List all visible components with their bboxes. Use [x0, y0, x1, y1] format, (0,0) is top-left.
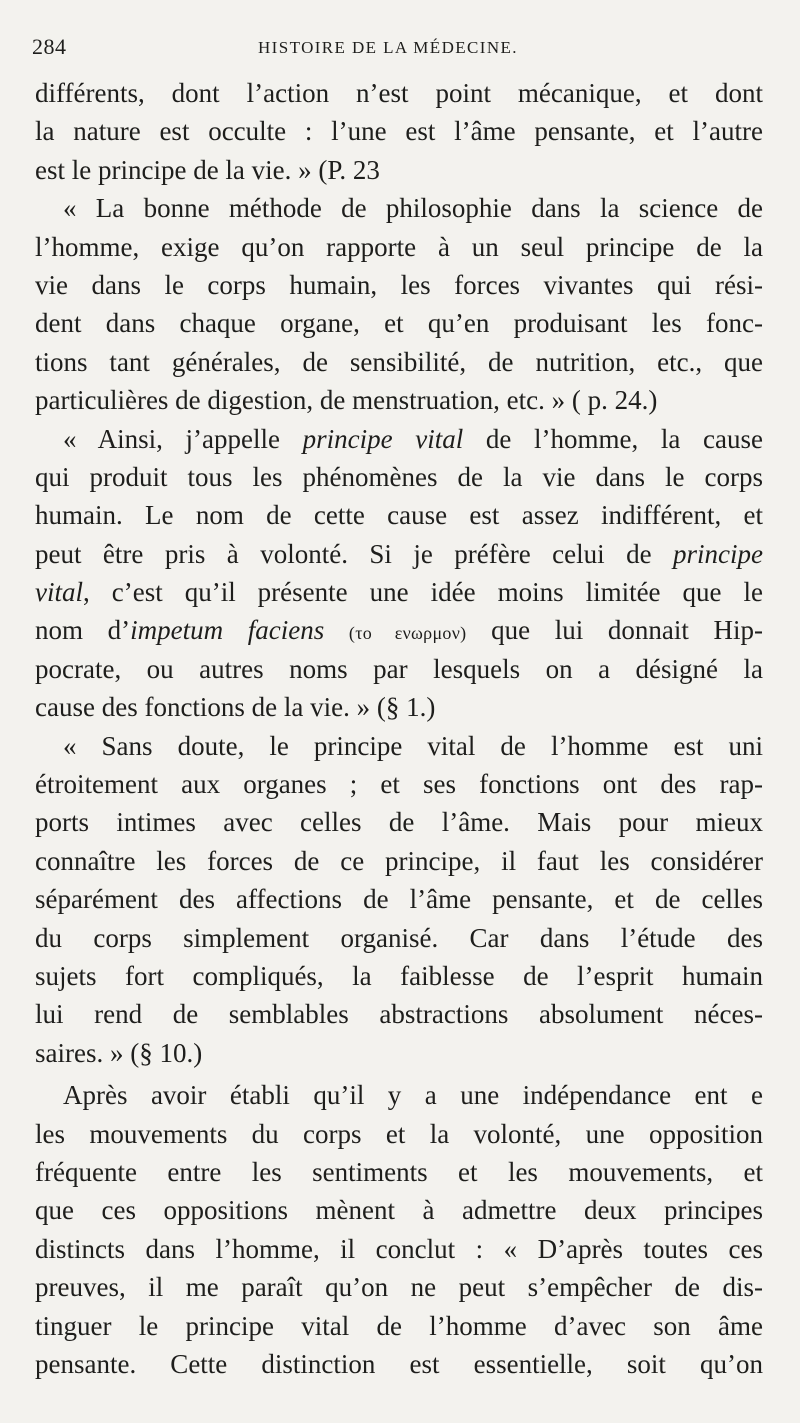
italic-term: principe: [673, 538, 763, 569]
page-number: 284: [32, 34, 67, 59]
text-line: sujets fort compliqués, la faiblesse de l’esprit humain: [35, 960, 763, 991]
text-line: particulières de digestion, de menstruation, etc. » ( p. 24.): [35, 385, 658, 416]
text-line: « La bonne méthode de philosophie dans la science de: [63, 193, 763, 224]
text-segment: que lui donnait Hip-: [466, 615, 764, 646]
text-line: distincts dans l’homme, il conclut : « D’après toutes ces: [35, 1233, 763, 1264]
text-line: tions tant générales, de sensibilité, de nutrition, etc., que: [35, 346, 763, 377]
text-line: l’homme, exige qu’on rapporte à un seul principe de la: [35, 231, 763, 262]
greek-phrase: (το ενωρμον): [348, 623, 467, 644]
text-line: humain. Le nom de cette cause est assez indifférent, et: [35, 500, 763, 531]
text-line: cause des fonctions de la vie. » (§ 1.): [35, 692, 436, 723]
text-segment: de l’homme, la cause: [463, 423, 763, 454]
text-line: preuves, il me paraît qu’on ne peut s’empêcher de dis-: [35, 1272, 763, 1303]
italic-term: impetum faciens: [130, 615, 325, 646]
body-text: [35, 74, 763, 1383]
italic-term: principe vital: [302, 423, 464, 454]
text-line: que ces oppositions mènent à admettre deux principes: [35, 1195, 763, 1226]
text-line: les mouvements du corps et la volonté, une opposition: [35, 1118, 763, 1149]
text-line: [35, 535, 763, 573]
text-line: [35, 611, 763, 649]
text-line: Après avoir établi qu’il y a une indépendance ent e: [63, 1080, 763, 1111]
text-line: « Sans doute, le principe vital de l’homme est uni: [63, 730, 763, 761]
page-header: [30, 34, 770, 64]
text-segment: nom d’: [35, 615, 131, 646]
text-line: connaître les forces de ce principe, il faut les considérer: [35, 845, 763, 876]
text-line: [35, 573, 763, 611]
text-line: qui produit tous les phénomènes de la vie dans le corps: [35, 461, 763, 492]
text-line: ports intimes avec celles de l’âme. Mais pour mieux: [35, 807, 763, 838]
text-segment: , c’est qu’il présente une idée moins limitée que le: [83, 577, 763, 608]
text-segment: « Ainsi, j’appelle: [63, 423, 303, 454]
text-line: saires. » (§ 10.): [35, 1037, 203, 1068]
text-line: [35, 420, 763, 458]
text-line: différents, dont l’action n’est point mécanique, et dont: [35, 78, 763, 108]
text-line: la nature est occulte : l’une est l’âme pensante, et l’autre: [35, 116, 763, 147]
text-line: tinguer le principe vital de l’homme d’avec son âme: [35, 1310, 763, 1341]
text-line: étroitement aux organes ; et ses fonctions ont des rap-: [35, 769, 763, 800]
text-line: est le principe de la vie. » (P. 23: [35, 154, 380, 185]
text-line: séparément des affections de l’âme pensante, et de celles: [35, 884, 763, 915]
text-line: dent dans chaque organe, et qu’en produisant les fonc-: [35, 308, 763, 339]
running-title: HISTOIRE DE LA MÉDECINE.: [258, 38, 518, 57]
text-line: pensante. Cette distinction est essentielle, soit qu’on: [35, 1348, 763, 1379]
text-line: fréquente entre les sentiments et les mouvements, et: [35, 1156, 763, 1187]
text-segment: peut être pris à volonté. Si je préfère celui de: [35, 538, 674, 569]
text-line: lui rend de semblables abstractions absolument néces-: [35, 999, 763, 1030]
text-line: pocrate, ou autres noms par lesquels on a désigné la: [35, 653, 763, 684]
text-line: du corps simplement organisé. Car dans l’étude des: [35, 922, 763, 953]
italic-term: vital: [35, 577, 83, 608]
text-line: vie dans le corps humain, les forces vivantes qui rési-: [35, 269, 763, 300]
